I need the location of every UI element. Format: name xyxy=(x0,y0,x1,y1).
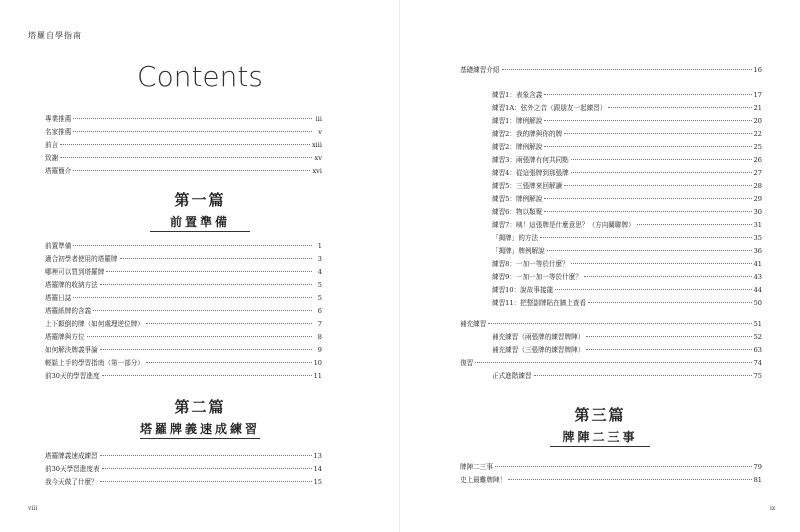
supplementary-entries xyxy=(460,331,762,357)
toc-entry xyxy=(45,331,322,344)
toc-leader-dots xyxy=(100,349,312,350)
toc-entry-page: 9 xyxy=(317,346,322,354)
part1-toc-list xyxy=(45,240,322,383)
toc-leader-dots xyxy=(564,185,751,186)
toc-entry-page: 44 xyxy=(753,286,762,294)
toc-leader-dots xyxy=(93,310,312,311)
toc-entry xyxy=(45,305,322,318)
toc-entry-title: 練習7：咦！這張牌是什麼意思？（方向關聯牌） xyxy=(492,221,635,229)
part1-name: 前置準備 xyxy=(169,215,230,229)
toc-entry-page: 5 xyxy=(317,281,322,289)
toc-leader-dots xyxy=(586,336,751,337)
part2-number: 第二篇 xyxy=(174,398,226,416)
toc-entry-page: 14 xyxy=(313,465,322,473)
toc-entry xyxy=(45,126,322,139)
part2-underline xyxy=(140,438,260,439)
toc-entry-title: 「揭牌」牌例解說 xyxy=(492,247,545,255)
toc-leader-dots xyxy=(502,69,752,70)
toc-leader-dots xyxy=(488,323,751,324)
toc-entry-page: 27 xyxy=(753,169,762,177)
toc-leader-dots xyxy=(73,245,312,246)
toc-leader-dots xyxy=(102,375,312,376)
toc-entry-title: 練習10：說故事接龍 xyxy=(492,286,554,294)
toc-entry-title: 塔羅牌與方位 xyxy=(45,333,85,341)
toc-entry-page: 1 xyxy=(317,242,322,250)
part1-underline xyxy=(150,231,250,232)
toc-entry-page: 81 xyxy=(753,476,762,484)
toc-entry-title: 練習2：我的牌與你的牌 xyxy=(492,130,563,138)
toc-entry-page: 17 xyxy=(753,91,762,99)
toc-entry-title: 補充練習（兩張牌的練習牌陣） xyxy=(492,333,585,341)
part3-underline xyxy=(550,446,650,447)
toc-leader-dots xyxy=(60,157,312,158)
toc-entry-title: 練習4：從這張牌到那張牌 xyxy=(492,169,569,177)
exercise-list xyxy=(460,89,762,310)
toc-entry xyxy=(45,476,322,489)
toc-entry xyxy=(45,266,322,279)
toc-entry-title: 史上最難牌陣！ xyxy=(460,476,507,484)
toc-entry-title: 塔羅牌的收納方法 xyxy=(45,281,98,289)
toc-entry-page: 8 xyxy=(317,333,322,341)
toc-entry-page: 50 xyxy=(753,299,762,307)
part3-toc-list xyxy=(460,461,762,487)
toc-leader-dots xyxy=(584,276,752,277)
toc-leader-dots xyxy=(571,172,752,173)
contents-title: Contents xyxy=(137,60,263,93)
toc-leader-dots xyxy=(588,302,752,303)
toc-leader-dots xyxy=(73,118,312,119)
toc-entry-page: 20 xyxy=(753,117,762,125)
toc-entry xyxy=(460,141,762,154)
toc-entry-title: 致謝 xyxy=(45,154,59,162)
part3-number: 第三篇 xyxy=(574,406,626,424)
toc-leader-dots xyxy=(555,289,751,290)
toc-entry xyxy=(460,318,762,331)
toc-leader-dots xyxy=(87,336,312,337)
toc-entry-title: 練習2：牌例解說 xyxy=(492,143,543,151)
toc-leader-dots xyxy=(100,455,312,456)
toc-entry xyxy=(45,240,322,253)
toc-entry xyxy=(45,344,322,357)
toc-entry-title: 塔羅紙牌的含義 xyxy=(45,307,92,315)
toc-entry-title: 塔羅牌義速成練習 xyxy=(45,452,98,460)
toc-entry-title: 如何解決牌義爭論 xyxy=(45,346,98,354)
toc-entry xyxy=(460,102,762,115)
toc-entry-page: 74 xyxy=(753,359,762,367)
toc-entry xyxy=(460,344,762,357)
toc-leader-dots xyxy=(564,133,751,134)
toc-entry-title: 前30天的學習進度 xyxy=(45,372,100,380)
toc-entry xyxy=(45,357,322,370)
toc-leader-dots xyxy=(120,258,312,259)
toc-leader-dots xyxy=(534,375,752,376)
toc-entry xyxy=(460,89,762,102)
toc-entry-page: 41 xyxy=(753,260,762,268)
toc-entry-page: 3 xyxy=(317,255,322,263)
toc-entry xyxy=(45,113,322,126)
toc-leader-dots xyxy=(60,144,310,145)
toc-entry xyxy=(45,279,322,292)
toc-entry xyxy=(460,461,762,474)
toc-entry-page: 28 xyxy=(753,182,762,190)
toc-entry xyxy=(45,152,322,165)
front-matter-list xyxy=(45,113,322,178)
part3-heading xyxy=(400,404,800,447)
toc-entry xyxy=(460,284,762,297)
toc-leader-dots xyxy=(540,237,751,238)
toc-entry xyxy=(460,297,762,310)
toc-entry-title: 前30天學習進度表 xyxy=(45,465,100,473)
toc-leader-dots xyxy=(146,323,312,324)
toc-entry-page: 16 xyxy=(753,66,762,74)
toc-entry xyxy=(460,193,762,206)
toc-leader-dots xyxy=(102,468,312,469)
toc-entry xyxy=(460,331,762,344)
toc-entry-title: 練習8：一加一等於什麼？ xyxy=(492,260,569,268)
toc-entry-title: 上下顛倒的牌（如何處理逆位牌） xyxy=(45,320,144,328)
toc-entry xyxy=(460,206,762,219)
review-list xyxy=(460,357,762,370)
toc-leader-dots xyxy=(475,362,751,363)
toc-entry-title: 補充練習 xyxy=(460,320,487,328)
toc-entry-page: 11 xyxy=(313,372,322,380)
toc-entry-page: 29 xyxy=(753,195,762,203)
toc-entry-title: 基礎練習介紹 xyxy=(460,66,500,74)
toc-leader-dots xyxy=(146,362,312,363)
toc-entry-title: 練習1：牌例解說 xyxy=(492,117,543,125)
toc-entry-page: 22 xyxy=(753,130,762,138)
toc-entry-title: 練習9：一加一加一等於什麼？ xyxy=(492,273,582,281)
toc-entry xyxy=(45,318,322,331)
left-folio: viii xyxy=(28,505,38,512)
toc-entry-page: 43 xyxy=(753,273,762,281)
toc-entry-page: 7 xyxy=(317,320,322,328)
part2-name: 塔羅牌義速成練習 xyxy=(139,422,260,436)
toc-entry-page: 31 xyxy=(753,221,762,229)
toc-entry-title: 塔羅簡介 xyxy=(45,167,72,175)
toc-entry-title: 練習11：把整副牌貼在牆上查看 xyxy=(492,299,587,307)
part2-heading xyxy=(0,396,400,439)
toc-leader-dots xyxy=(73,170,310,171)
toc-entry-title: 復習 xyxy=(460,359,474,367)
toc-entry-page: v xyxy=(318,128,322,136)
toc-entry-title: 塔羅日誌 xyxy=(45,294,72,302)
toc-entry-page: 79 xyxy=(753,463,762,471)
toc-entry-title: 名家推薦 xyxy=(45,128,72,136)
running-head: 塔羅自學指南 xyxy=(28,31,82,40)
toc-entry-page: 21 xyxy=(753,104,762,112)
toc-entry-title: 輕鬆上手的學習指南（第一部分） xyxy=(45,359,144,367)
toc-entry-page: xv xyxy=(314,154,322,162)
toc-entry xyxy=(45,463,322,476)
toc-entry xyxy=(460,232,762,245)
toc-leader-dots xyxy=(571,263,752,264)
part2-toc-list xyxy=(45,450,322,489)
part3-name: 牌陣二三事 xyxy=(562,430,638,444)
toc-entry-page: 15 xyxy=(313,478,322,486)
toc-entry xyxy=(45,253,322,266)
toc-leader-dots xyxy=(508,479,751,480)
toc-entry-page: 10 xyxy=(313,359,322,367)
toc-leader-dots xyxy=(495,466,752,467)
toc-leader-dots xyxy=(608,107,751,108)
toc-leader-dots xyxy=(100,481,312,482)
toc-entry-title: 「揭牌」的方法 xyxy=(492,234,539,242)
toc-leader-dots xyxy=(544,198,751,199)
part1-heading xyxy=(0,189,400,232)
toc-entry xyxy=(460,271,762,284)
toc-entry xyxy=(460,154,762,167)
toc-entry xyxy=(45,292,322,305)
toc-entry-page: 51 xyxy=(753,320,762,328)
toc-leader-dots xyxy=(547,250,752,251)
toc-entry-title: 牌陣二三事 xyxy=(460,463,493,471)
toc-entry xyxy=(460,128,762,141)
toc-entry xyxy=(460,115,762,128)
toc-entry-page: 26 xyxy=(753,156,762,164)
toc-entry-page: 52 xyxy=(753,333,762,341)
toc-entry-page: 13 xyxy=(313,452,322,460)
toc-entry-title: 練習1A：弦外之音（跟朋友一起練習） xyxy=(492,104,607,112)
toc-entry-title: 正式進階練習 xyxy=(492,372,532,380)
toc-entry-page: 30 xyxy=(753,208,762,216)
supplementary-list xyxy=(460,318,762,331)
toc-entry xyxy=(45,139,322,152)
toc-entry-title: 練習5：牌例解說 xyxy=(492,195,543,203)
toc-leader-dots xyxy=(544,146,751,147)
toc-entry-title: 前言 xyxy=(45,141,59,149)
toc-entry-page: 4 xyxy=(317,268,322,276)
toc-entry-page: iii xyxy=(315,115,322,123)
toc-entry-page: 36 xyxy=(753,247,762,255)
toc-entry xyxy=(45,450,322,463)
part1-number: 第一篇 xyxy=(174,191,226,209)
toc-leader-dots xyxy=(544,211,751,212)
toc-entry xyxy=(460,357,762,370)
toc-entry-page: 6 xyxy=(317,307,322,315)
toc-entry-title: 練習1：表象含義 xyxy=(492,91,543,99)
toc-entry-title: 練習3：兩張牌有何共同點 xyxy=(492,156,569,164)
review-entries xyxy=(460,370,762,383)
toc-leader-dots xyxy=(571,159,752,160)
toc-entry-title: 練習5：三張牌來回解讀 xyxy=(492,182,563,190)
toc-entry xyxy=(45,165,322,178)
toc-entry-title: 我今天做了什麼？ xyxy=(45,478,98,486)
basic-heading-list xyxy=(460,64,762,77)
toc-leader-dots xyxy=(73,131,312,132)
toc-entry xyxy=(460,245,762,258)
toc-entry xyxy=(460,219,762,232)
toc-entry-title: 前置準備 xyxy=(45,242,72,250)
toc-entry-page: xvi xyxy=(312,167,322,175)
toc-entry-page: 75 xyxy=(753,372,762,380)
toc-entry-title: 哪裡可以買到塔羅牌 xyxy=(45,268,105,276)
toc-entry-title: 補充練習（三張牌的練習牌陣） xyxy=(492,346,585,354)
toc-leader-dots xyxy=(586,349,751,350)
toc-entry-title: 專業推薦 xyxy=(45,115,72,123)
toc-leader-dots xyxy=(106,271,312,272)
toc-entry xyxy=(45,370,322,383)
toc-entry xyxy=(460,474,762,487)
toc-entry xyxy=(460,370,762,383)
toc-entry-page: 25 xyxy=(753,143,762,151)
toc-entry xyxy=(460,180,762,193)
toc-leader-dots xyxy=(73,297,312,298)
toc-entry-title: 練習6：物以類聚 xyxy=(492,208,543,216)
toc-entry-page: 5 xyxy=(317,294,322,302)
toc-entry xyxy=(460,64,762,77)
right-folio: ix xyxy=(770,505,776,512)
toc-leader-dots xyxy=(100,284,312,285)
toc-leader-dots xyxy=(544,120,751,121)
toc-leader-dots xyxy=(544,94,751,95)
toc-entry xyxy=(460,258,762,271)
toc-entry xyxy=(460,167,762,180)
toc-entry-title: 適合初學者使用的塔羅牌 xyxy=(45,255,118,263)
toc-entry-page: 63 xyxy=(753,346,762,354)
toc-entry-page: 35 xyxy=(753,234,762,242)
toc-leader-dots xyxy=(637,224,752,225)
toc-entry-page: xiii xyxy=(311,141,322,149)
